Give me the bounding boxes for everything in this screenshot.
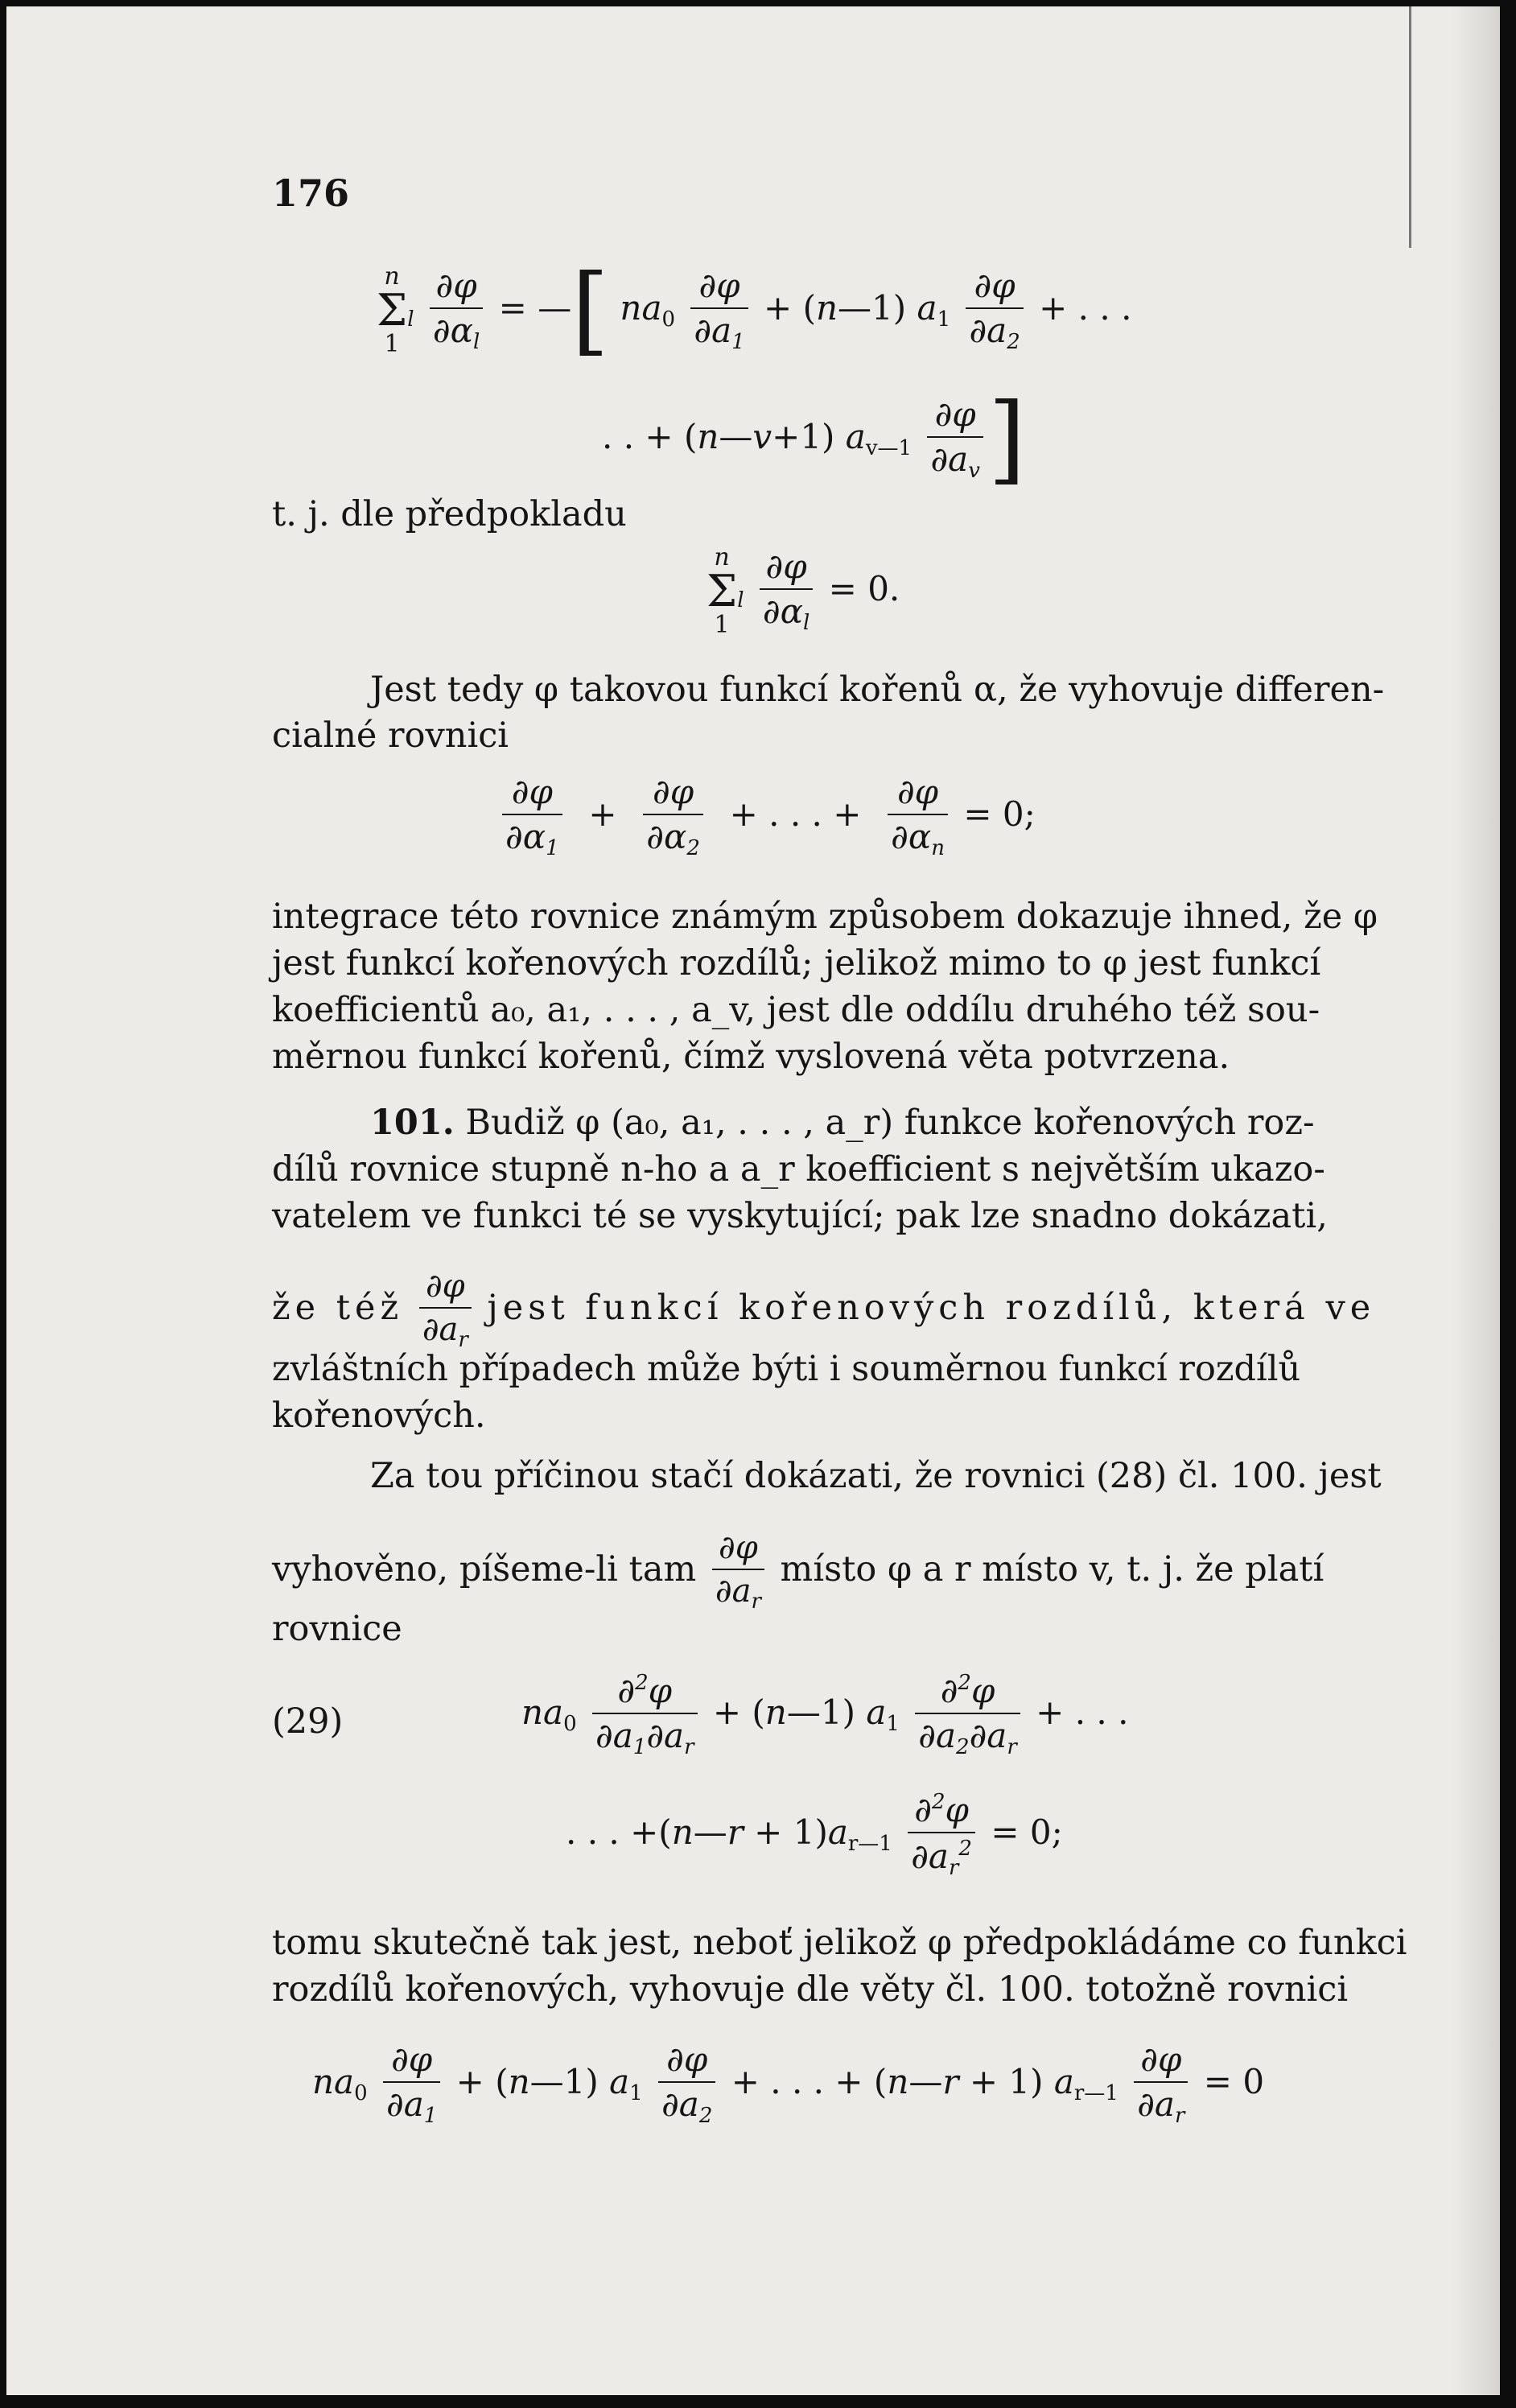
paragraph1-line2: cialné rovnici (272, 715, 509, 756)
formula-sum-zero: n Σ $1_l$ $\frac{\partial\varphi}{\partial\alpha_l}$ = 0. (707, 543, 900, 639)
text-tj: t. j. dle předpokladu (272, 494, 627, 534)
paragraph2-line4: měrnou funkcí kořenů, čímž vyslovená věta potvrzena. (272, 1037, 1230, 1077)
paragraph3-line2: vyhověno, píšeme-li tam $\frac{\partial\varphi}{\partial a_r}$ místo φ a r místo v, t. j. že platí (272, 1529, 1324, 1614)
formula-29-line1: $na_0$ $\frac{\partial^2\varphi}{\partial a_1\partial a_r}$ + (n—1) $a_1$ $\frac{\partial^2\varphi}{\partial a_2\partial a_r}$ + . . . (521, 1671, 1129, 1759)
paragraph2-line3: koefficientů a₀, a₁, . . . , a_v, jest dle oddílu druhého též sou- (272, 990, 1320, 1030)
formula-final: $na_0$ $\frac{\partial\varphi}{\partial a_1}$ + (n—1) $a_1$ $\frac{\partial\varphi}{\partial a_2}$ + . . . + (n—r + 1) $a_{r—1}$ $\frac{\partial\varphi}{\partial a_r}$ = 0 (312, 2039, 1265, 2128)
p3-line2-suffix: místo φ a r místo v, t. j. že platí (780, 1549, 1324, 1590)
paragraph4-line2: rozdílů kořenových, vyhovuje dle věty čl. 100. totožně rovnici (272, 1969, 1349, 2010)
section-101-line3: vatelem ve funkci té se vyskytující; pak lze snadno dokázati, (272, 1196, 1328, 1236)
book-page (6, 6, 1500, 2395)
line4-prefix: že též (272, 1288, 404, 1328)
p3-line2-prefix: vyhověno, píšeme-li tam (272, 1549, 697, 1590)
scan-edge-line (1409, 6, 1411, 248)
section-101-line1-text: Budiž φ (a₀, a₁, . . . , a_r) funkce kořenových roz- (465, 1103, 1315, 1143)
section-number: 101. (370, 1103, 455, 1143)
page-number: 176 (272, 171, 350, 215)
formula-differential-equation: $\frac{\partial\varphi}{\partial\alpha_1}$ + $\frac{\partial\varphi}{\partial\alpha_2}$ + . . . + $\frac{\partial\varphi}{\partial\alpha_n}$ = 0; (497, 775, 1036, 859)
section-101-line1 (370, 1103, 1315, 1143)
paragraph1-line1: Jest tedy φ takovou funkcí kořenů α, že vyhovuje differen- (370, 670, 1385, 710)
line4-suffix: jest funkcí kořenových rozdílů, která ve (487, 1288, 1376, 1328)
section-101-line5: zvláštních případech může býti i souměrnou funkcí rozdílů (272, 1349, 1301, 1389)
paragraph3-line3: rovnice (272, 1609, 402, 1649)
formula-sum-line2: . . + (n—v+1) $a_{v—1}$ $\frac{\partial\varphi}{\partial a_v}$ ] (602, 383, 1026, 495)
paragraph4-line1: tomu skutečně tak jest, neboť jelikož φ předpokládáme co funkci (272, 1923, 1407, 1963)
formula-sum-line1: n Σ $1_l$ $\frac{\partial\varphi}{\partial\alpha_l}$ = —[ $na_0$ $\frac{\partial\varphi}{\partial a_1}$ + (n—1) $a_1$ $\frac{\partial\varphi}{\partial a_2}$ + . . . (377, 254, 1132, 366)
paragraph3-line1: Za tou příčinou stačí dokázati, že rovnici (28) čl. 100. jest (370, 1456, 1382, 1496)
paragraph2-line1: integrace této rovnice známým způsobem dokazuje ihned, že φ (272, 897, 1378, 937)
section-101-line6: kořenových. (272, 1396, 486, 1436)
section-101-line4: že též $\frac{\partial\varphi}{\partial a_r}$ jest funkcí kořenových rozdílů, která ve (272, 1268, 1376, 1352)
paragraph2-line2: jest funkcí kořenových rozdílů; jelikož mimo to φ jest funkcí (272, 943, 1321, 983)
formula-29-line2: . . . +(n—r + $1)a_{r—1}$ $\frac{\partial^2\varphi}{\partial a_r^2}$ = 0; (566, 1790, 1063, 1880)
equation-number: (29) (272, 1701, 344, 1742)
section-101-line2: dílů rovnice stupně n-ho a a_r koefficient s největším ukazo- (272, 1149, 1325, 1190)
